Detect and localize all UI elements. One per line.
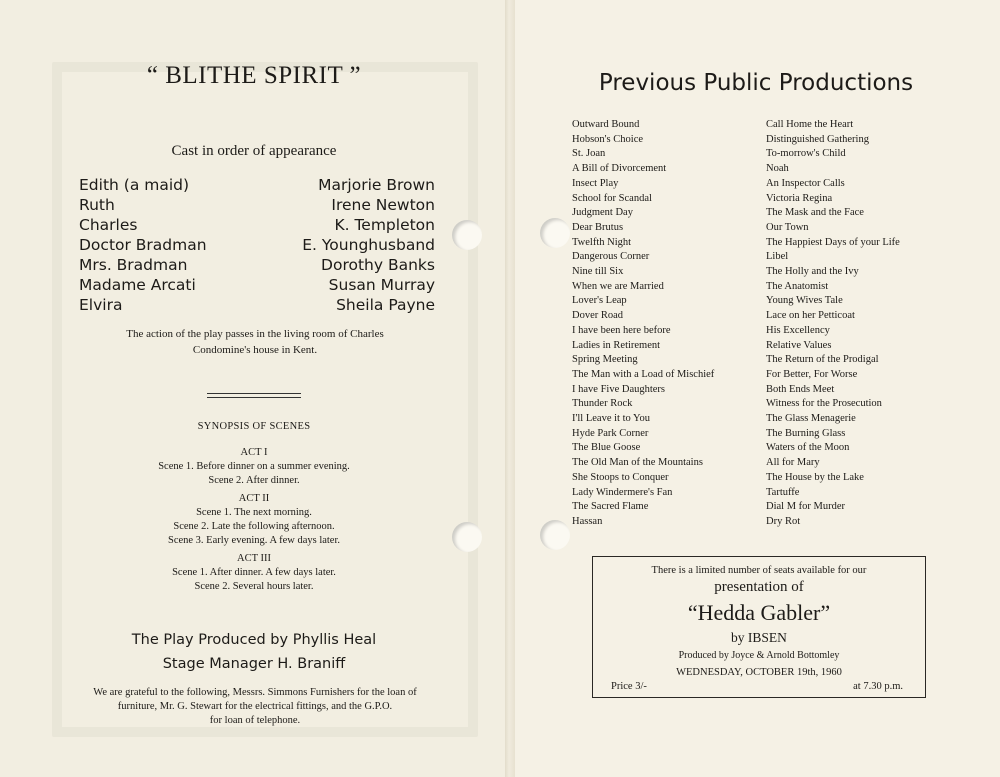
production-item: Waters of the Moon <box>766 442 850 454</box>
production-item: The Man with a Load of Mischief <box>572 368 715 380</box>
production-item: She Stoops to Conquer <box>572 471 669 483</box>
production-item: I have been here before <box>572 324 671 336</box>
production-credits <box>0 628 508 676</box>
notice-producers: Produced by Joyce & Arnold Bottomley <box>678 650 840 661</box>
cast-role: Doctor Bradman <box>79 236 207 254</box>
cast-actor: E. Younghusband <box>302 236 435 254</box>
production-item: Victoria Regina <box>766 192 833 204</box>
production-item: His Excellency <box>766 324 830 336</box>
production-item: Dangerous Corner <box>572 251 650 263</box>
production-item: The Holly and the Ivy <box>766 266 859 278</box>
scene-line: Scene 2. After dinner. <box>208 475 300 486</box>
production-item: Twelfth Night <box>572 236 632 248</box>
production-item: All for Mary <box>766 457 820 469</box>
act-label: ACT II <box>238 493 270 504</box>
production-item: Hobson's Choice <box>572 133 644 145</box>
act-label: ACT I <box>240 447 268 458</box>
punch-hole-left-upper <box>452 220 482 250</box>
production-item: Noah <box>766 163 789 175</box>
synopsis <box>0 420 508 598</box>
hedda-gabler-notice <box>592 556 926 698</box>
production-item: The House by the Lake <box>766 471 864 483</box>
acknowledgement-line: furniture, Mr. G. Stewart for the electrical fittings, and the G.P.O. <box>117 701 393 712</box>
production-item: The Sacred Flame <box>572 501 649 513</box>
action-note-line: The action of the play passes in the living room of Charles <box>126 328 384 340</box>
divider-rule <box>207 393 301 398</box>
production-item: For Better, For Worse <box>766 368 858 380</box>
stage-manager-credit: Stage Manager H. Braniff <box>162 656 346 672</box>
cast-actor: Susan Murray <box>328 276 435 294</box>
production-item: Witness for the Prosecution <box>766 398 882 410</box>
production-item: I'll Leave it to You <box>572 413 651 425</box>
production-item: Tartuffe <box>766 486 800 498</box>
production-item: Relative Values <box>766 339 832 351</box>
notice-author: by IBSEN <box>731 630 787 645</box>
cast-actor: Marjorie Brown <box>318 176 435 194</box>
acknowledgement-line: We are grateful to the following, Messrs. Simmons Furnishers for the loan of <box>93 687 417 698</box>
cast-role: Mrs. Bradman <box>79 256 188 274</box>
notice-date: WEDNESDAY, OCTOBER 19th, 1960 <box>676 667 842 678</box>
productions-title: Previous Public Productions <box>598 70 914 96</box>
punch-hole-right-lower <box>540 520 570 550</box>
production-item: Libel <box>766 251 789 263</box>
productions-column-left <box>572 118 752 530</box>
production-item: Both Ends Meet <box>766 383 835 395</box>
production-item: Dry Rot <box>766 515 801 527</box>
production-item: Lady Windermere's Fan <box>572 486 673 498</box>
production-item: Thunder Rock <box>572 398 633 410</box>
producer-credit: The Play Produced by Phyllis Heal <box>131 632 377 648</box>
production-item: The Return of the Prodigal <box>766 354 879 366</box>
production-item: To-morrow's Child <box>766 148 846 160</box>
notice-intro: There is a limited number of seats available for our <box>651 565 867 576</box>
production-item: The Old Man of the Mountains <box>572 457 703 469</box>
production-item: Dover Road <box>572 310 624 322</box>
punch-hole-right-upper <box>540 218 570 248</box>
acknowledgements <box>62 686 448 728</box>
production-item: The Mask and the Face <box>766 207 864 219</box>
notice-price: Price 3/- <box>611 681 647 692</box>
scene-line: Scene 1. After dinner. A few days later. <box>172 567 336 578</box>
cast-row <box>79 255 435 275</box>
act-block <box>0 446 508 488</box>
play-title: “ BLITHE SPIRIT ” <box>146 62 362 89</box>
production-item: Spring Meeting <box>572 354 638 366</box>
synopsis-heading: SYNOPSIS OF SCENES <box>197 421 311 432</box>
scene-line: Scene 3. Early evening. A few days later. <box>167 535 341 546</box>
cast-role: Edith (a maid) <box>79 176 190 194</box>
production-item: Dear Brutus <box>572 221 624 233</box>
production-item: Call Home the Heart <box>766 119 854 130</box>
cast-row <box>79 175 435 195</box>
cast-role: Elvira <box>79 296 123 314</box>
acknowledgement-line: for loan of telephone. <box>209 715 301 726</box>
production-item: The Blue Goose <box>572 442 641 454</box>
cast-actor: Irene Newton <box>331 196 435 214</box>
production-item: Ladies in Retirement <box>572 339 661 351</box>
cast-row <box>79 195 435 215</box>
cast-actor: K. Templeton <box>334 216 435 234</box>
action-note <box>90 326 420 358</box>
production-item: The Burning Glass <box>766 427 846 439</box>
production-item: The Glass Menagerie <box>766 413 856 425</box>
scene-line: Scene 2. Several hours later. <box>194 581 314 592</box>
production-item: An Inspector Calls <box>766 177 845 189</box>
production-item: A Bill of Divorcement <box>572 163 667 175</box>
notice-play-title: “Hedda Gabler” <box>687 600 831 625</box>
scene-line: Scene 2. Late the following afternoon. <box>173 521 335 532</box>
production-item: Hassan <box>572 515 603 527</box>
cast-row <box>79 275 435 295</box>
production-item: Our Town <box>766 221 809 233</box>
production-item: Young Wives Tale <box>766 295 843 307</box>
production-item: The Happiest Days of your Life <box>766 236 900 248</box>
notice-time: at 7.30 p.m. <box>853 681 903 692</box>
notice-presentation: presentation of <box>714 579 804 595</box>
cast-role: Charles <box>79 216 138 234</box>
act-block <box>0 492 508 548</box>
action-note-line: Condomine's house in Kent. <box>192 344 318 356</box>
cast-row <box>79 235 435 255</box>
production-item: I have Five Daughters <box>572 383 666 395</box>
scene-line: Scene 1. The next morning. <box>196 507 312 518</box>
productions-column-right <box>766 118 966 530</box>
cast-heading: Cast in order of appearance <box>171 143 337 159</box>
production-item: When we are Married <box>572 280 664 292</box>
production-item: Dial M for Murder <box>766 501 846 513</box>
cast-role: Ruth <box>79 196 115 214</box>
act-block <box>0 552 508 594</box>
scene-line: Scene 1. Before dinner on a summer evening. <box>158 461 350 472</box>
production-item: Distinguished Gathering <box>766 133 869 145</box>
cast-actor: Sheila Payne <box>336 296 435 314</box>
cast-role: Madame Arcati <box>79 276 196 294</box>
production-item: Outward Bound <box>572 119 640 130</box>
production-item: Nine till Six <box>572 266 624 278</box>
production-item: The Anatomist <box>766 280 829 292</box>
cast-list <box>79 175 435 315</box>
cast-actor: Dorothy Banks <box>321 256 435 274</box>
production-item: Judgment Day <box>572 207 633 219</box>
production-item: St. Joan <box>572 148 606 160</box>
cast-row <box>79 295 435 315</box>
production-item: Insect Play <box>572 177 619 189</box>
production-item: Lace on her Petticoat <box>766 310 855 322</box>
production-item: School for Scandal <box>572 192 652 204</box>
act-label: ACT III <box>237 553 271 564</box>
production-item: Hyde Park Corner <box>572 427 649 439</box>
cast-row <box>79 215 435 235</box>
production-item: Lover's Leap <box>572 295 627 307</box>
